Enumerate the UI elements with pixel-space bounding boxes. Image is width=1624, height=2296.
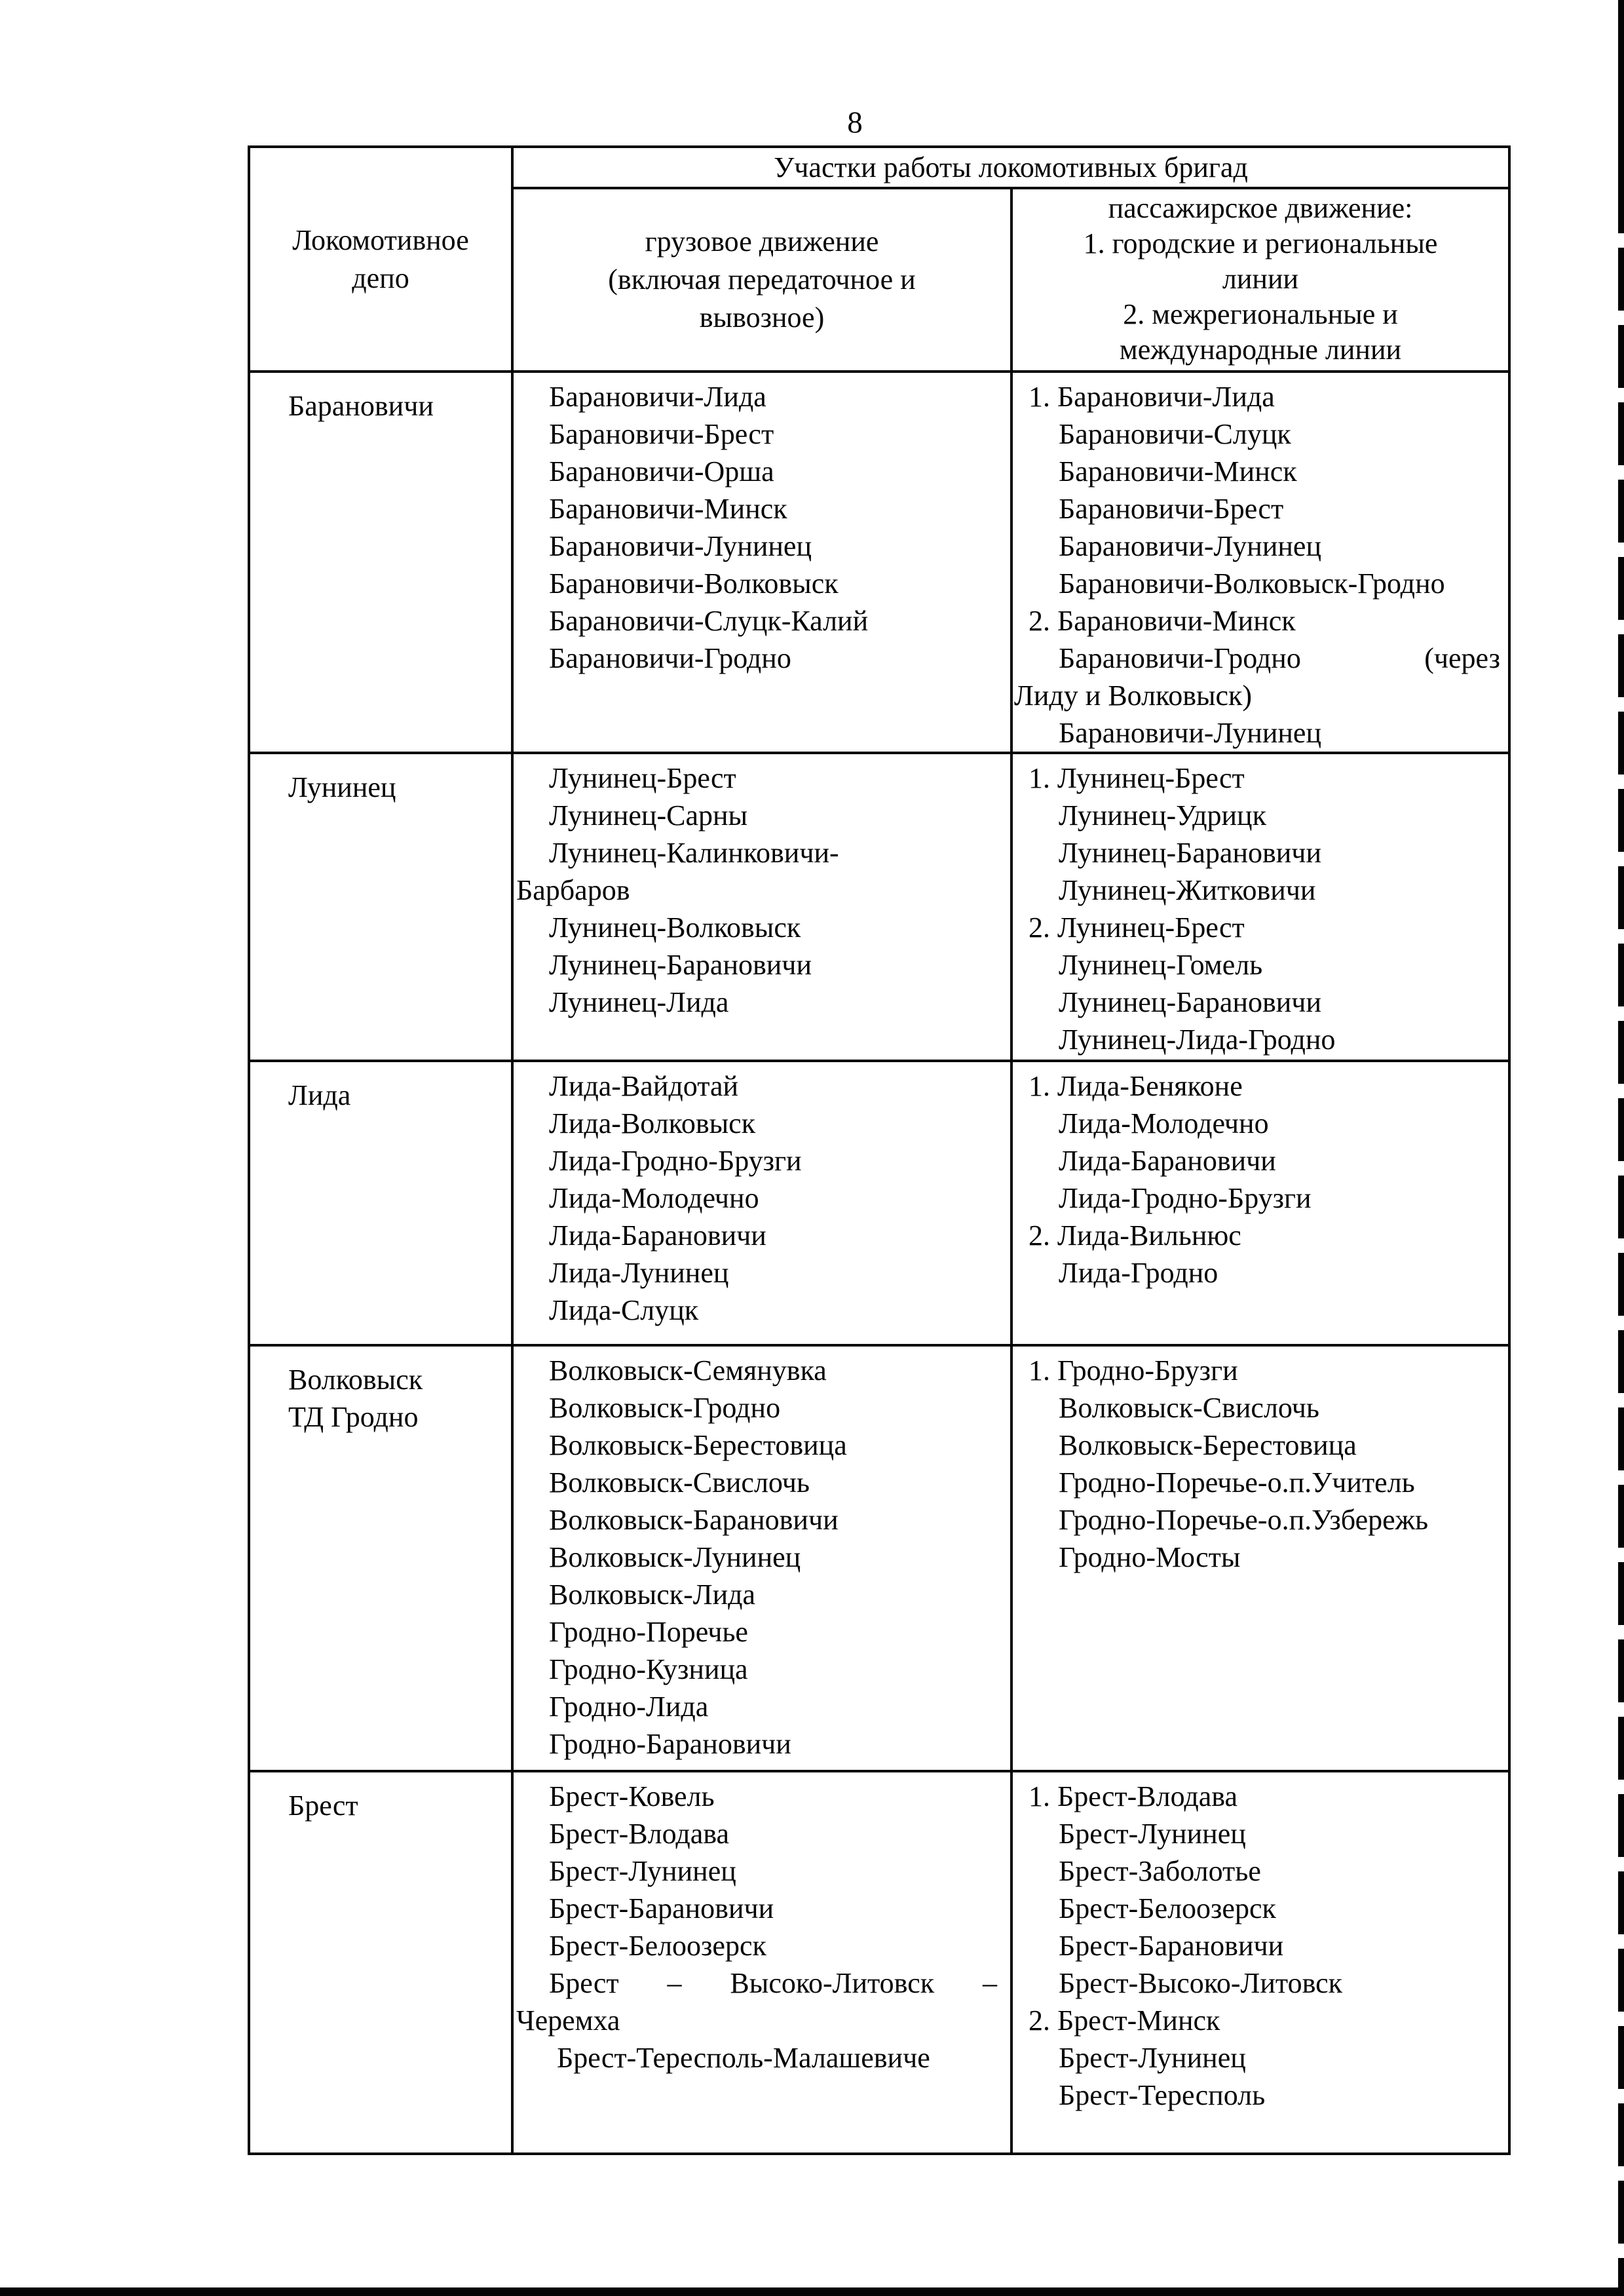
route-line: Гродно-Мосты [1059, 1541, 1241, 1573]
route-line: Брест-Ковель [549, 1780, 715, 1812]
route-line: Барановичи-Слуцк [1059, 418, 1291, 450]
freight-routes-cell [514, 754, 1010, 1060]
depot-cell [250, 1772, 511, 2152]
route-line: Лида-Лунинец [549, 1257, 729, 1289]
route-line: Лида-Гродно [1059, 1257, 1218, 1289]
depot-header-line: Локомотивное [292, 223, 469, 256]
route-line: Брест-Лунинец [1059, 2042, 1246, 2074]
route-line: Лида-Гродно-Брузги [549, 1145, 802, 1177]
depot-cell [250, 1347, 511, 1770]
route-line: Барановичи-Гродно [549, 642, 791, 674]
route-line-part: Барановичи-Гродно [1059, 642, 1301, 674]
route-line: Лунинец-Барановичи [1059, 986, 1321, 1018]
route-line: Брест-Тересполь-Малашевиче [557, 2042, 930, 2074]
route-line: Лида-Волковыск [549, 1107, 756, 1139]
route-line: Барановичи-Лунинец [1059, 717, 1321, 749]
route-line: 2. Брест-Минск [1029, 2004, 1220, 2037]
depot-name: ТД Гродно [288, 1401, 419, 1433]
freight-header-line: вывозное) [699, 301, 825, 334]
route-line: Лида-Гродно-Брузги [1059, 1182, 1312, 1214]
freight-routes-cell [514, 1062, 1010, 1344]
passenger-routes-cell [1013, 1062, 1508, 1344]
route-line: Волковыск-Гродно [549, 1392, 781, 1424]
route-line: Брест-Барановичи [1059, 1930, 1284, 1962]
route-line: Брест-Тересполь [1059, 2079, 1266, 2111]
freight-column-header [514, 189, 1010, 370]
route-line: 1. Брест-Влодава [1029, 1780, 1237, 1812]
route-line: Лунинец-Волковыск [549, 911, 801, 944]
route-line: Гродно-Барановичи [549, 1728, 791, 1760]
passenger-header-line: 1. городские и региональные [1083, 227, 1438, 259]
route-line: Гродно-Кузница [549, 1653, 748, 1685]
passenger-header-line: 2. межрегиональные и [1123, 298, 1398, 330]
route-line: Волковыск-Семянувка [549, 1354, 827, 1387]
scan-artifact-bottom-bar [0, 2287, 1624, 2296]
route-line: Лида-Вайдотай [549, 1070, 739, 1102]
route-line: 1. Барановичи-Лида [1029, 381, 1275, 413]
passenger-routes-cell [1013, 373, 1508, 752]
route-line-part: – [982, 1967, 997, 1999]
freight-routes-cell [514, 373, 1010, 752]
route-line: Волковыск-Лида [549, 1578, 756, 1611]
route-line: Лунинец-Сарны [549, 799, 748, 832]
route-line: Лунинец-Барановичи [1059, 837, 1321, 869]
route-line: 1. Лунинец-Брест [1029, 762, 1245, 794]
route-line: Барановичи-Слуцк-Калий [549, 605, 869, 637]
depot-cell [250, 1062, 511, 1344]
depot-name: Барановичи [288, 390, 434, 422]
route-line: Лунинец-Лида [549, 986, 729, 1018]
route-line: Барановичи-Лунинец [1059, 530, 1321, 562]
sections-spanning-header [514, 148, 1508, 187]
depot-header-line: депо [352, 261, 409, 294]
route-line: Барановичи-Лида [549, 381, 766, 413]
route-line: Лунинец-Житковичи [1059, 874, 1316, 906]
route-line: Лунинец-Брест [549, 762, 736, 794]
page-number: 8 [847, 105, 863, 140]
route-line: Барановичи-Волковыск [549, 567, 839, 600]
passenger-routes-cell [1013, 1772, 1508, 2152]
route-line: Лунинец-Гомель [1059, 949, 1263, 981]
route-line: 1. Гродно-Брузги [1029, 1354, 1238, 1387]
route-line: Барановичи-Лунинец [549, 530, 812, 562]
route-line: Гродно-Поречье-о.п.Узбережь [1059, 1504, 1429, 1536]
route-line: Брест-Высоко-Литовск [1059, 1967, 1342, 1999]
brigade-sections-table [248, 145, 1511, 2155]
route-line: Барбаров [516, 874, 630, 906]
route-line: Барановичи-Брест [549, 418, 774, 450]
route-line: Волковыск-Свислочь [1059, 1392, 1319, 1424]
route-line: Брест-Белоозерск [549, 1930, 766, 1962]
passenger-column-header [1013, 189, 1508, 370]
passenger-header-line: международные линии [1119, 334, 1402, 366]
route-line: Волковыск-Барановичи [549, 1504, 839, 1536]
route-line: Лиду и Волковыск) [1014, 679, 1253, 712]
route-line: 2. Барановичи-Минск [1029, 605, 1296, 637]
passenger-header-line: линии [1222, 263, 1299, 295]
route-line: Черемха [516, 2004, 620, 2037]
sections-header-text: Участки работы локомотивных бригад [774, 151, 1248, 183]
route-line: Гродно-Поречье [549, 1616, 748, 1648]
route-line: Лида-Барановичи [549, 1219, 766, 1252]
route-line: Лунинец-Удрицк [1059, 799, 1266, 832]
route-line: Волковыск-Берестовица [1059, 1429, 1357, 1461]
route-line: 1. Лида-Беняконе [1029, 1070, 1243, 1102]
depot-name: Брест [288, 1789, 358, 1822]
route-line: Брест-Влодава [549, 1818, 729, 1850]
freight-header-line: грузовое движение [645, 225, 879, 258]
freight-routes-cell [514, 1347, 1010, 1770]
route-line: Волковыск-Свислочь [549, 1466, 810, 1499]
freight-header-line: (включая передаточное и [608, 263, 916, 296]
route-line-part: (через [1424, 642, 1500, 674]
route-line: Барановичи-Минск [549, 493, 787, 525]
route-line [514, 1964, 1008, 2002]
route-line: Волковыск-Берестовица [549, 1429, 847, 1461]
route-line: Брест-Лунинец [549, 1855, 736, 1887]
route-line: Барановичи-Орша [549, 455, 774, 488]
route-line: Брест-Заболотье [1059, 1855, 1261, 1887]
scan-artifact-right-edge [1618, 170, 1624, 2296]
route-line: Лида-Барановичи [1059, 1145, 1276, 1177]
route-line: Лунинец-Барановичи [549, 949, 812, 981]
route-line: Лида-Молодечно [549, 1182, 759, 1214]
passenger-header-line: пассажирское движение: [1108, 192, 1413, 224]
route-line: Брест-Белоозерск [1059, 1892, 1276, 1924]
route-line: Лунинец-Калинковичи- [549, 837, 839, 869]
route-line: Брест-Барановичи [549, 1892, 774, 1924]
route-line: Барановичи-Минск [1059, 455, 1297, 488]
route-line-part: – [667, 1967, 682, 1999]
route-line: Барановичи-Брест [1059, 493, 1284, 525]
route-line: Гродно-Поречье-о.п.Учитель [1059, 1466, 1415, 1499]
depot-cell [250, 373, 511, 752]
depot-cell [250, 754, 511, 1060]
passenger-routes-cell [1013, 754, 1508, 1060]
depot-name: Лунинец [288, 771, 396, 803]
depot-name: Лида [288, 1079, 351, 1111]
route-line: Волковыск-Лунинец [549, 1541, 801, 1573]
route-line: 2. Лунинец-Брест [1029, 911, 1245, 944]
depot-name: Волковыск [288, 1364, 423, 1396]
scan-artifact-right-edge [1618, 0, 1624, 170]
route-line: Брест-Лунинец [1059, 1818, 1246, 1850]
route-line: Лида-Слуцк [549, 1294, 699, 1326]
route-line: Лида-Молодечно [1059, 1107, 1269, 1139]
depot-column-header [250, 148, 511, 370]
route-line: 2. Лида-Вильнюс [1029, 1219, 1241, 1252]
route-line-part: Брест [549, 1967, 619, 1999]
route-line: Лунинец-Лида-Гродно [1059, 1024, 1336, 1056]
route-line: Гродно-Лида [549, 1691, 709, 1723]
route-line-part: Высоко-Литовск [730, 1967, 935, 1999]
freight-routes-cell [514, 1772, 1010, 2152]
passenger-routes-cell [1013, 1347, 1508, 1770]
route-line: Барановичи-Волковыск-Гродно [1059, 567, 1445, 600]
route-line [1013, 640, 1505, 677]
